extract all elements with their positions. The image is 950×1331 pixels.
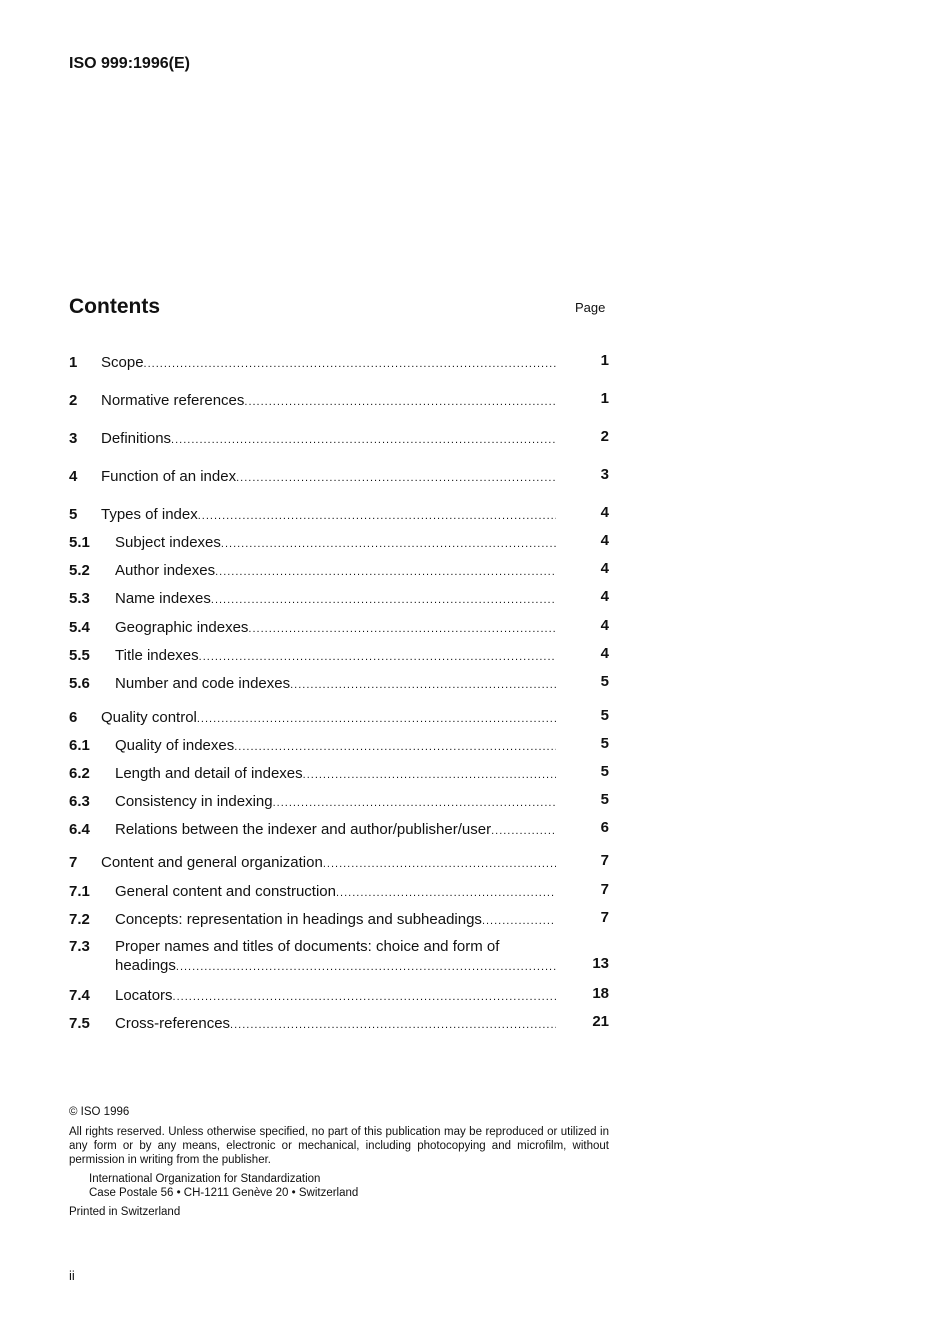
- toc-entry-title: General content and construction: [115, 883, 336, 900]
- toc-entry-number: 6.4: [69, 821, 90, 838]
- leader-dots: [290, 675, 556, 692]
- toc-entry-page: 5: [600, 791, 609, 808]
- toc-entry-page: 4: [600, 532, 609, 549]
- leader-dots: [273, 793, 556, 810]
- rights-statement: All rights reserved. Unless otherwise specified, no part of this publication may be reproduced or utilized in any form or by any means, electronic or mechanical, including photocopying and microfilm, without permission in writing from the publisher.: [69, 1126, 609, 1166]
- toc-entry-title: Subject indexes: [115, 534, 221, 551]
- toc-entry-number: 5.6: [69, 675, 90, 692]
- toc-entry-number: 6: [69, 709, 78, 726]
- toc-entry-title: Length and detail of indexes: [115, 765, 303, 782]
- toc-entry-number: 7.2: [69, 911, 90, 928]
- toc-entry-number: 7.1: [69, 883, 90, 900]
- toc-entry-page: 5: [600, 735, 609, 752]
- page-column-label: Page: [575, 300, 606, 315]
- toc-entry-page: 5: [600, 707, 609, 724]
- publisher-name: International Organization for Standardization: [89, 1173, 321, 1185]
- toc-entry[interactable]: [69, 430, 609, 450]
- toc-entry[interactable]: [69, 506, 609, 526]
- toc-entry-title: Relations between the indexer and author/publisher/user: [115, 821, 492, 838]
- toc-entry-title: Quality of indexes: [115, 737, 235, 754]
- toc-entry-title: Author indexes: [115, 562, 216, 579]
- leader-dots: [211, 590, 556, 607]
- toc-entry[interactable]: [69, 647, 609, 667]
- toc-entry-number: 4: [69, 468, 78, 485]
- toc-entry-title: Content and general organization: [101, 854, 323, 871]
- toc-entry[interactable]: [69, 468, 609, 488]
- toc-entry-number: 7.5: [69, 1015, 90, 1032]
- toc-entry-number: 7.3: [69, 938, 90, 955]
- leader-dots: [199, 647, 556, 664]
- toc-entry[interactable]: [69, 392, 609, 412]
- leader-dots: [230, 1015, 556, 1032]
- toc-entry[interactable]: [69, 737, 609, 757]
- page-number: ii: [69, 1268, 75, 1283]
- leader-dots: [173, 987, 556, 1004]
- toc-entry-number: 5.2: [69, 562, 90, 579]
- toc-entry[interactable]: [69, 675, 609, 695]
- copyright-line: © ISO 1996: [69, 1106, 130, 1118]
- toc-entry-title: Locators: [115, 987, 173, 1004]
- toc-entry-title: Consistency in indexing: [115, 793, 273, 810]
- toc-entry-page: 4: [600, 504, 609, 521]
- toc-entry[interactable]: [69, 911, 609, 931]
- toc-entry-page: 1: [600, 390, 609, 407]
- toc-entry-number: 5: [69, 506, 78, 523]
- leader-dots: [491, 821, 556, 838]
- toc-entry-page: 5: [600, 673, 609, 690]
- toc-entry-number: 7: [69, 854, 78, 871]
- toc-entry-title: Definitions: [101, 430, 172, 447]
- leader-dots: [482, 911, 556, 928]
- toc-entry-number: 1: [69, 354, 78, 371]
- toc-entry-number: 6.1: [69, 737, 90, 754]
- toc-entry-page: 5: [600, 763, 609, 780]
- toc-entry-title: Cross-references: [115, 1015, 231, 1032]
- toc-entry-title: Normative references: [101, 392, 245, 409]
- toc-entry-title: Title indexes: [115, 647, 199, 664]
- leader-dots: [221, 534, 556, 551]
- toc-entry-page: 3: [600, 466, 609, 483]
- toc-entry-number: 2: [69, 392, 78, 409]
- toc-entry-number: 5.3: [69, 590, 90, 607]
- toc-entry-page: 1: [600, 352, 609, 369]
- leader-dots: [336, 883, 556, 900]
- leader-dots: [176, 957, 556, 974]
- toc-entry-number: 6.2: [69, 765, 90, 782]
- toc-entry[interactable]: [69, 793, 609, 813]
- toc-entry[interactable]: [69, 619, 609, 639]
- toc-entry-number: 3: [69, 430, 78, 447]
- toc-entry-title: Concepts: representation in headings and subheadings: [115, 911, 482, 928]
- toc-entry[interactable]: [69, 938, 609, 977]
- toc-entry-title: Scope: [101, 354, 144, 371]
- toc-entry-title: Function of an index: [101, 468, 237, 485]
- toc-entry-title: Name indexes: [115, 590, 211, 607]
- copyright-notice: [69, 1105, 609, 1219]
- toc-entry-number: 7.4: [69, 987, 90, 1004]
- toc-entry-title: Number and code indexes: [115, 675, 291, 692]
- toc-entry[interactable]: [69, 987, 609, 1007]
- leader-dots: [248, 619, 556, 636]
- toc-entry-page: 7: [600, 852, 609, 869]
- leader-dots: [303, 765, 556, 782]
- toc-entry[interactable]: [69, 709, 609, 729]
- toc-entry[interactable]: [69, 534, 609, 554]
- leader-dots: [215, 562, 556, 579]
- toc-entry[interactable]: [69, 1015, 609, 1035]
- leader-dots: [198, 506, 556, 523]
- leader-dots: [197, 709, 556, 726]
- document-id: ISO 999:1996(E): [69, 55, 190, 72]
- leader-dots: [171, 430, 556, 447]
- publisher-address: Case Postale 56 • CH-1211 Genève 20 • Switzerland: [89, 1187, 359, 1199]
- toc-entry-page: 4: [600, 645, 609, 662]
- leader-dots: [234, 737, 556, 754]
- toc-entry[interactable]: [69, 562, 609, 582]
- toc-entry-title: Geographic indexes: [115, 619, 249, 636]
- toc-entry-page: 18: [592, 985, 609, 1002]
- leader-dots: [323, 854, 556, 871]
- leader-dots: [144, 354, 556, 371]
- toc-entry-title: Types of index: [101, 506, 198, 523]
- toc-entry-page: 21: [592, 1013, 609, 1030]
- printed-in: Printed in Switzerland: [69, 1206, 181, 1218]
- toc-entry-title-line1: Proper names and titles of documents: choice and form of: [115, 938, 500, 955]
- toc-entry-page: 7: [600, 881, 609, 898]
- toc-entry-page: 13: [592, 955, 609, 972]
- toc-entry-title: Quality control: [101, 709, 197, 726]
- toc-entry[interactable]: [69, 821, 609, 841]
- toc-entry[interactable]: [69, 883, 609, 903]
- toc-entry-page: 4: [600, 617, 609, 634]
- toc-entry-page: 7: [600, 909, 609, 926]
- leader-dots: [244, 392, 556, 409]
- toc-entry[interactable]: [69, 354, 609, 374]
- toc-entry-number: 5.4: [69, 619, 90, 636]
- toc-entry-page: 4: [600, 560, 609, 577]
- toc-entry-title: headings: [115, 957, 176, 974]
- toc-entry-number: 5.5: [69, 647, 90, 664]
- toc-entry-number: 5.1: [69, 534, 90, 551]
- toc-entry-page: 6: [600, 819, 609, 836]
- contents-heading: Contents: [69, 295, 160, 318]
- toc-entry-number: 6.3: [69, 793, 90, 810]
- leader-dots: [236, 468, 556, 485]
- toc-entry[interactable]: [69, 590, 609, 610]
- toc-entry-page: 2: [600, 428, 609, 445]
- toc-entry[interactable]: [69, 854, 609, 874]
- toc-entry-page: 4: [600, 588, 609, 605]
- toc-entry[interactable]: [69, 765, 609, 785]
